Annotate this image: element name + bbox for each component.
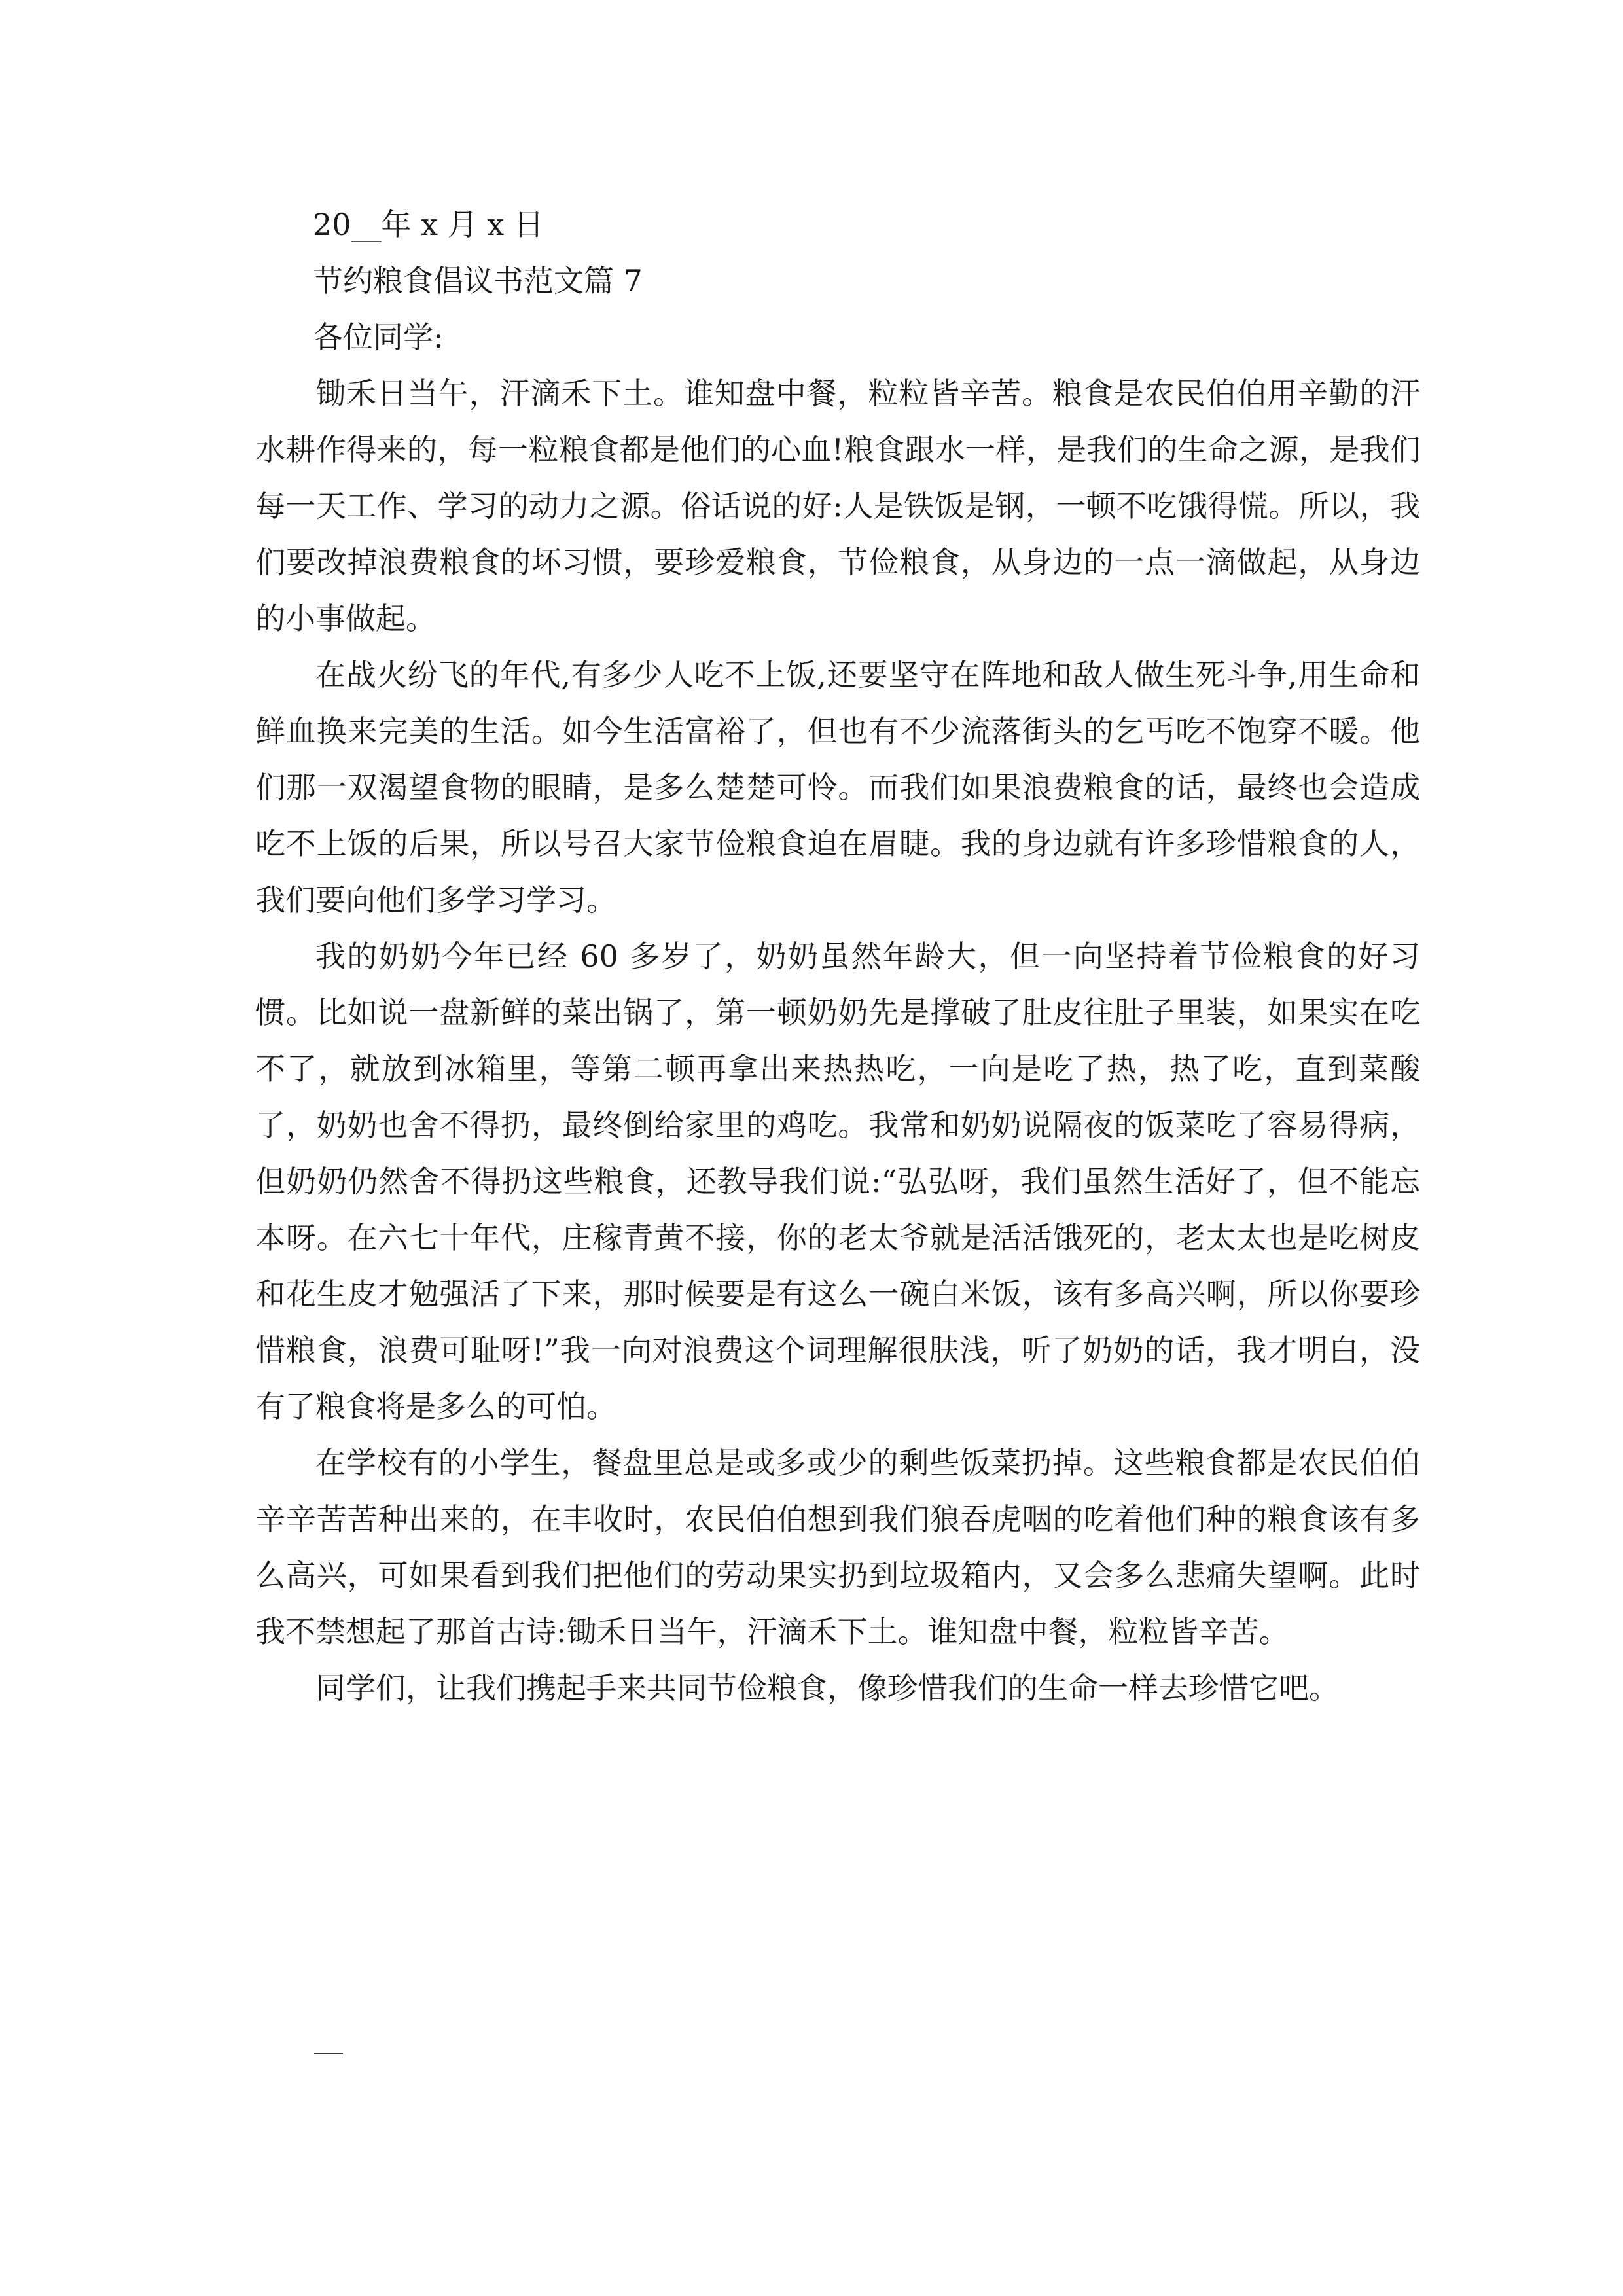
date-line: 20__年 x 月 x 日 (313, 207, 544, 242)
paragraph: 在战火纷飞的年代,有多少人吃不上饭,还要坚守在阵地和敌人做生死斗争,用生命和鲜血换来完美的生活。如今生活富裕了，但也有不少流落街头的乞丐吃不饱穿不暖。他们那一双渴望食物的眼睛，是多么楚楚可怜。而我们如果浪费粮食的话，最终也会造成吃不上饭的后果，所以号召大家节俭粮食迫在眉睫。我的身边就有许多珍惜粮食的人，我们要向他们多学习学习。 (255, 657, 1420, 918)
salutation: 各位同学: (313, 319, 444, 355)
document-title: 节约粮食倡议书范文篇 7 (313, 263, 643, 298)
paragraph: 在学校有的小学生，餐盘里总是或多或少的剩些饭菜扔掉。这些粮食都是农民伯伯辛辛苦苦种出来的，在丰收时，农民伯伯想到我们狼吞虎咽的吃着他们种的粮食该有多么高兴，可如果看到我们把他们的劳动果实扔到垃圾箱内，又会多么悲痛失望啊。此时我不禁想起了那首古诗:锄禾日当午，汗滴禾下土。谁知盘中餐，粒粒皆辛苦。 (255, 1445, 1420, 1649)
paragraph: 锄禾日当午，汗滴禾下土。谁知盘中餐，粒粒皆辛苦。粮食是农民伯伯用辛勤的汗水耕作得来的，每一粒粮食都是他们的心血!粮食跟水一样，是我们的生命之源，是我们每一天工作、学习的动力之源。俗话说的好:人是铁饭是钢，一顿不吃饿得慌。所以，我们要改掉浪费粮食的坏习惯，要珍爱粮食，节俭粮食，从身边的一点一滴做起，从身边的小事做起。 (255, 376, 1420, 636)
document-body (255, 196, 1420, 1716)
paragraph: 我的奶奶今年已经 60 多岁了，奶奶虽然年龄大，但一向坚持着节俭粮食的好习惯。比如说一盘新鲜的菜出锅了，第一顿奶奶先是撑破了肚皮往肚子里装，如果实在吃不了，就放到冰箱里，等第二顿再拿出来热热吃，一向是吃了热，热了吃，直到菜酸了，奶奶也舍不得扔，最终倒给家里的鸡吃。我常和奶奶说隔夜的饭菜吃了容易得病，但奶奶仍然舍不得扔这些粮食，还教导我们说:“弘弘呀，我们虽然生活好了，但不能忘本呀。在六七十年代，庄稼青黄不接，你的老太爷就是活活饿死的，老太太也是吃树皮和花生皮才勉强活了下来，那时候要是有这么一碗白米饭，该有多高兴啊，所以你要珍惜粮食，浪费可耻呀!”我一向对浪费这个词理解很肤浅，听了奶奶的话，我才明白，没有了粮食将是多么的可怕。 (255, 939, 1420, 1424)
footer-rule (314, 2053, 343, 2054)
paragraph: 同学们，让我们携起手来共同节俭粮食，像珍惜我们的生命一样去珍惜它吧。 (315, 1670, 1339, 1706)
